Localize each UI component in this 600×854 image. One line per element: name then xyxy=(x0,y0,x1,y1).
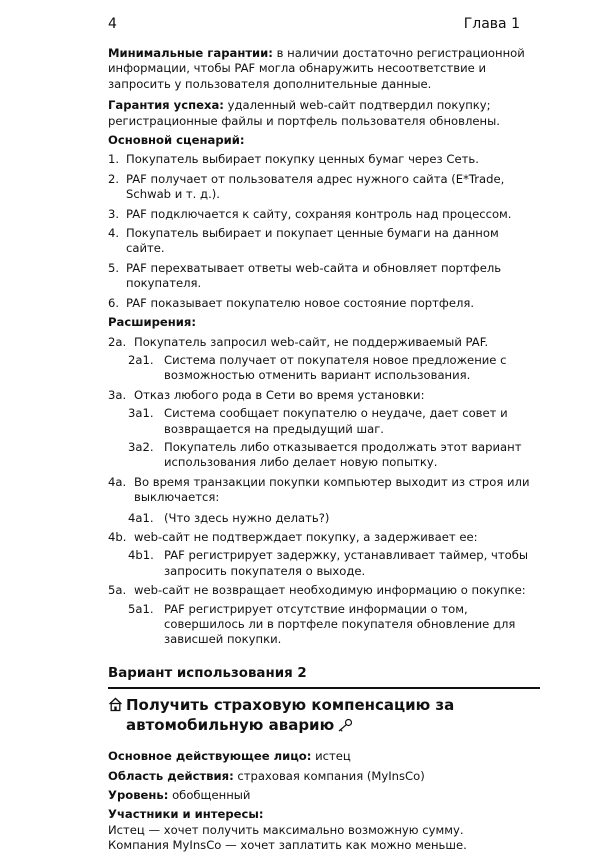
extension-condition xyxy=(108,475,540,506)
primary-actor xyxy=(108,749,540,764)
main-scenario-label: Основной сценарий: xyxy=(108,133,245,148)
success-guarantee-label: Гарантия успеха: xyxy=(108,98,224,113)
scenario-step xyxy=(108,207,540,222)
extension-condition xyxy=(108,583,540,598)
extension-sub-step xyxy=(128,440,540,471)
extension-item xyxy=(108,388,540,471)
extension-number: 2a. xyxy=(108,334,127,349)
stakeholders-label: Участники и интересы: xyxy=(108,807,264,822)
step-text: Покупатель выбирает покупку ценных бумаг через Сеть. xyxy=(126,152,479,167)
level-text: обобщенный xyxy=(168,788,251,803)
step-number: 1. xyxy=(108,152,120,167)
scenario-step xyxy=(108,172,540,203)
extension-sub-step xyxy=(128,548,540,579)
extensions-list xyxy=(108,335,540,648)
extension-number: 3a. xyxy=(108,387,127,402)
page-number: 4 xyxy=(108,16,117,32)
scenario-step xyxy=(108,296,540,311)
extension-item xyxy=(108,335,540,384)
scenario-step xyxy=(108,226,540,257)
extension-number: 5a. xyxy=(108,583,127,598)
scope xyxy=(108,769,540,784)
extension-text: Во время транзакции покупки компьютер выходит из строя или выключается: xyxy=(134,474,530,505)
extension-number: 4a. xyxy=(108,474,127,489)
sub-step-number: 3a2. xyxy=(128,439,154,454)
extension-item xyxy=(108,475,540,526)
key-icon xyxy=(337,717,353,737)
use-case-heading-text: Получить страховую компенсацию за автомобильную аварию xyxy=(126,696,455,735)
sub-step-text: Система получает от покупателя новое предложение с возможностью отменить вариант использования. xyxy=(164,352,507,383)
stakeholders-heading xyxy=(108,807,540,822)
scope-label: Область действия: xyxy=(108,768,234,783)
page-body xyxy=(108,46,540,854)
step-text: PAF перехватывает ответы web-сайта и обновляет портфель покупателя. xyxy=(126,260,502,291)
minimal-guarantees-text: в наличии достаточно регистрационной информации, чтобы PAF могла обнаружить несоответствие и запросить у пользователя дополнительные данные. xyxy=(108,46,525,91)
minimal-guarantees-label: Минимальные гарантии: xyxy=(108,46,273,60)
extension-sub-step xyxy=(128,511,540,526)
sub-step-number: 4b1. xyxy=(128,548,154,563)
use-case-heading xyxy=(108,695,540,737)
stakeholder-item: Истец — хочет получить максимально возможную сумму. xyxy=(108,822,464,837)
chapter-running-head: Глава 1 xyxy=(463,16,520,32)
step-number: 5. xyxy=(108,260,120,275)
extensions-label: Расширения: xyxy=(108,315,197,330)
sub-step-text: Покупатель либо отказывается продолжать этот вариант использования либо делает новую попытку. xyxy=(164,439,522,470)
extension-condition xyxy=(108,335,540,350)
minimal-guarantees xyxy=(108,46,540,92)
main-scenario-heading xyxy=(108,133,540,148)
house-icon xyxy=(108,695,126,737)
stakeholder-item: Компания MyInsCo — хочет заплатить как можно меньше. xyxy=(108,838,467,853)
extension-text: web-сайт не подтверждает покупку, а задерживает ее: xyxy=(134,529,478,544)
sub-step-text: Система сообщает покупателю о неудаче, дает совет и возвращается на предыдущий шаг. xyxy=(164,406,508,436)
primary-actor-label: Основное действующее лицо: xyxy=(108,749,312,764)
scenario-step xyxy=(108,261,540,292)
scenario-step xyxy=(108,152,540,167)
extension-text: web-сайт не возвращает необходимую информацию о покупке: xyxy=(134,583,526,598)
success-guarantee xyxy=(108,98,540,129)
extensions-heading xyxy=(108,315,540,330)
sub-step-number: 4a1. xyxy=(128,510,154,525)
sub-step-number: 2a1. xyxy=(128,352,154,367)
extension-sub-step xyxy=(128,353,540,384)
step-number: 2. xyxy=(108,171,120,186)
step-text: PAF получает от пользователя адрес нужного сайта (E*Trade, Schwab и т. д.). xyxy=(126,171,505,202)
extension-condition xyxy=(108,388,540,403)
step-text: PAF показывает покупателю новое состояние портфеля. xyxy=(126,295,475,310)
scope-text: страховая компания (MyInsCo) xyxy=(233,768,425,783)
level xyxy=(108,788,540,803)
step-number: 6. xyxy=(108,295,120,310)
main-scenario-list xyxy=(108,152,540,311)
extension-sub-step xyxy=(128,406,540,437)
level-label: Уровень: xyxy=(108,788,169,803)
extension-number: 4b. xyxy=(108,529,127,544)
sub-step-text: (Что здесь нужно делать?) xyxy=(164,510,330,525)
sub-step-number: 3a1. xyxy=(128,406,154,421)
extension-text: Отказ любого рода в Сети во время установки: xyxy=(134,387,425,402)
section-divider xyxy=(108,687,540,689)
step-number: 4. xyxy=(108,226,120,241)
sub-step-text: PAF регистрирует задержку, устанавливает таймер, чтобы запросить покупателя о выходе. xyxy=(164,548,528,578)
use-case-title: Вариант использования 2 xyxy=(108,665,307,681)
extension-item xyxy=(108,583,540,648)
primary-actor-text: истец xyxy=(311,749,351,764)
extension-sub-step xyxy=(128,602,540,648)
success-guarantee-text: удаленный web-сайт подтвердил покупку; регистрационные файлы и портфель пользователя обновлены. xyxy=(108,98,500,128)
step-text: Покупатель выбирает и покупает ценные бумаги на данном сайте. xyxy=(126,226,499,256)
step-text: PAF подключается к сайту, сохраняя контроль над процессом. xyxy=(126,206,512,221)
extension-text: Покупатель запросил web-сайт, не поддерживаемый PAF. xyxy=(134,334,489,349)
extension-condition xyxy=(108,530,540,545)
extension-item xyxy=(108,530,540,579)
step-number: 3. xyxy=(108,206,120,221)
sub-step-text: PAF регистрирует отсутствие информации о том, совершилось ли в портфеле покупателя обновление для зависшей покупки. xyxy=(164,601,516,647)
sub-step-number: 5a1. xyxy=(128,601,154,616)
